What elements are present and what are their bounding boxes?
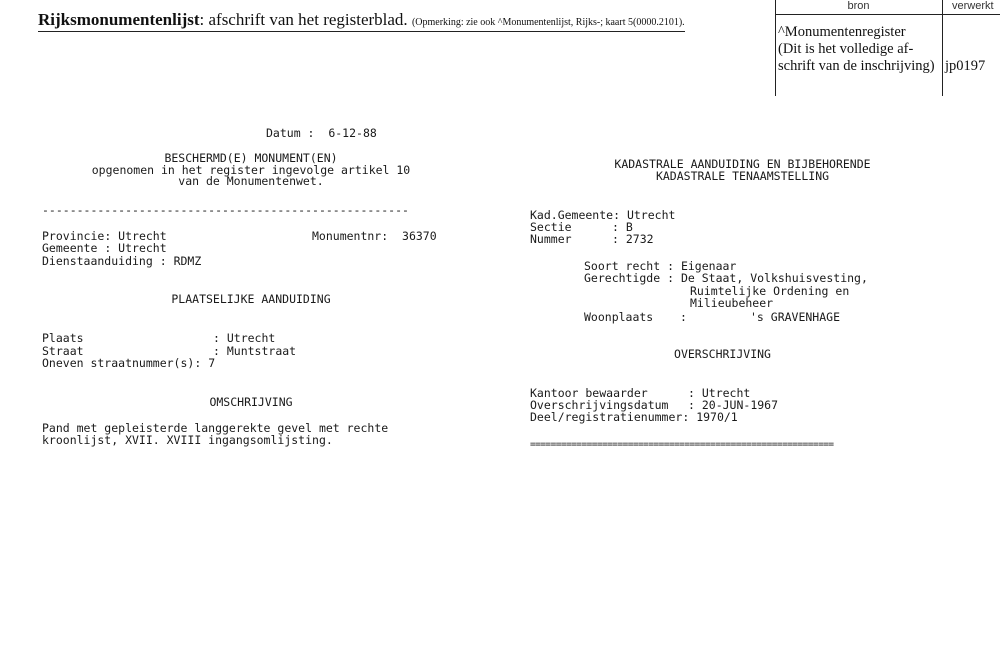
omschrijving-text (42, 423, 388, 446)
right-heading-line1: KADASTRALE AANDUIDING EN BIJBEHORENDE (614, 157, 871, 171)
provincie-value: Utrecht (118, 229, 167, 243)
bron-source-line: ^Monumentenregister (778, 24, 906, 40)
title-bold: Rijksmonumentenlijst (38, 10, 200, 29)
gerechtigde-row: Gerechtigde : De Staat, Volkshuisvesting, (584, 271, 868, 285)
kad-gemeente-label: Kad.Gemeente: (530, 208, 621, 222)
title-rest: : afschrift van het registerblad. (199, 10, 408, 29)
gemeente-row: Gemeente : Utrecht (42, 241, 167, 255)
soort-recht-row: Soort recht : Eigenaar (584, 259, 737, 273)
dienstaand-label: Dienstaanduiding (42, 254, 153, 268)
date-value: 6-12-88 (328, 126, 377, 140)
gemeente-label: Gemeente (42, 241, 98, 255)
provincie-label: Provincie (42, 229, 105, 243)
date-line: Datum : 6-12-88 (266, 126, 377, 140)
bron-source-line: (Dit is het volledige af- (778, 41, 914, 57)
right-heading (530, 159, 955, 182)
left-heading-line1: BESCHERMD(E) MONUMENT(EN) (164, 151, 338, 165)
omschrijving-heading: OMSCHRIJVING (209, 395, 293, 409)
plaats-value-row: : Utrecht (213, 331, 276, 345)
deel-value: 1970/1 (696, 410, 738, 424)
verwerkt-code: jp0197 (945, 58, 986, 74)
kantoor-value: Utrecht (701, 386, 751, 400)
dienstaand-row: Dienstaanduiding : RDMZ (42, 254, 202, 268)
nummer-value: 2732 (625, 232, 654, 246)
gerechtigde-line3: Milieubeheer (690, 296, 774, 310)
oneven-value: 7 (208, 356, 216, 370)
omschrijving-line1: Pand met gepleisterde langgerekte gevel met rechte (42, 421, 389, 435)
left-heading (42, 153, 460, 188)
kantoor-value-row: : Utrecht (688, 386, 751, 400)
title-note: (Opmerking: zie ook ^Monumentenlijst, Rijks-; kaart 5(0000.2101). (411, 17, 685, 28)
omschrijving-line2: kroonlijst, XVII. XVIII ingangsomlijsting. (42, 432, 333, 447)
sectie-value: B (625, 220, 633, 234)
dienstaand-value: RDMZ (173, 254, 202, 268)
bron-header-rule (775, 14, 1000, 15)
right-divider: =========================================================== (530, 439, 834, 450)
nummer-label: Nummer (530, 232, 572, 246)
straat-value: Muntstraat (226, 344, 297, 358)
plaats-value: Utrecht (226, 331, 276, 345)
monumentnr-row (312, 231, 437, 243)
straat-value-row: : Muntstraat (213, 344, 297, 358)
plaats-label: Plaats (42, 331, 84, 345)
bron-column-header: bron (847, 0, 870, 12)
deel-row (530, 412, 738, 424)
left-heading-line3: van de Monumentenwet. (178, 174, 324, 188)
soort-recht-value: Eigenaar (680, 259, 737, 273)
oneven-row (42, 358, 215, 370)
gerechtigde-line1: De Staat, Volkshuisvesting, (680, 271, 868, 285)
gerechtigde-label: Gerechtigde (584, 271, 661, 285)
right-heading-line2: KADASTRALE TENAAMSTELLING (655, 168, 830, 183)
provincie-row: Provincie: Utrecht (42, 229, 167, 243)
bron-source-text (778, 24, 938, 75)
sectie-value-row: : B (612, 220, 633, 234)
document-title (38, 10, 685, 32)
bron-box (775, 0, 1000, 96)
date-label: Datum (266, 126, 301, 140)
straat-label: Straat (42, 344, 84, 358)
overschr-datum-value-row: : 20-JUN-1967 (688, 398, 779, 412)
deel-label: Deel/registratienummer: (530, 410, 690, 424)
sectie-label: Sectie (530, 220, 572, 234)
soort-recht-label: Soort recht (584, 259, 661, 273)
monumentnr-value: 36370 (402, 229, 437, 243)
bron-source-line: schrift van de inschrijving) (778, 58, 935, 74)
left-divider: ----------------------------------------------------- (42, 203, 409, 217)
overschr-datum-value: 20-JUN-1967 (701, 398, 779, 412)
left-heading-line2: opgenomen in het register ingevolge artikel 10 (91, 162, 411, 177)
gemeente-value: Utrecht (118, 241, 167, 255)
kantoor-label: Kantoor bewaarder (530, 386, 648, 400)
woonplaats-colon: : (680, 310, 687, 324)
overschr-datum-label: Overschrijvingsdatum (530, 398, 669, 412)
oneven-label: Oneven straatnummer(s): (42, 356, 202, 370)
nummer-value-row: : 2732 (612, 232, 654, 246)
overschrijving-heading: OVERSCHRIJVING (674, 347, 771, 361)
woonplaats-label: Woonplaats (584, 310, 654, 324)
gerechtigde-line2: Ruimtelijke Ordening en (690, 284, 850, 298)
verwerkt-column-header: verwerkt (952, 0, 994, 12)
kad-gemeente-value: Utrecht (626, 208, 676, 222)
woonplaats-value: 's GRAVENHAGE (750, 310, 841, 324)
plaatselijke-heading: PLAATSELIJKE AANDUIDING (171, 292, 331, 306)
monumentnr-label: Monumentnr: (312, 229, 389, 243)
